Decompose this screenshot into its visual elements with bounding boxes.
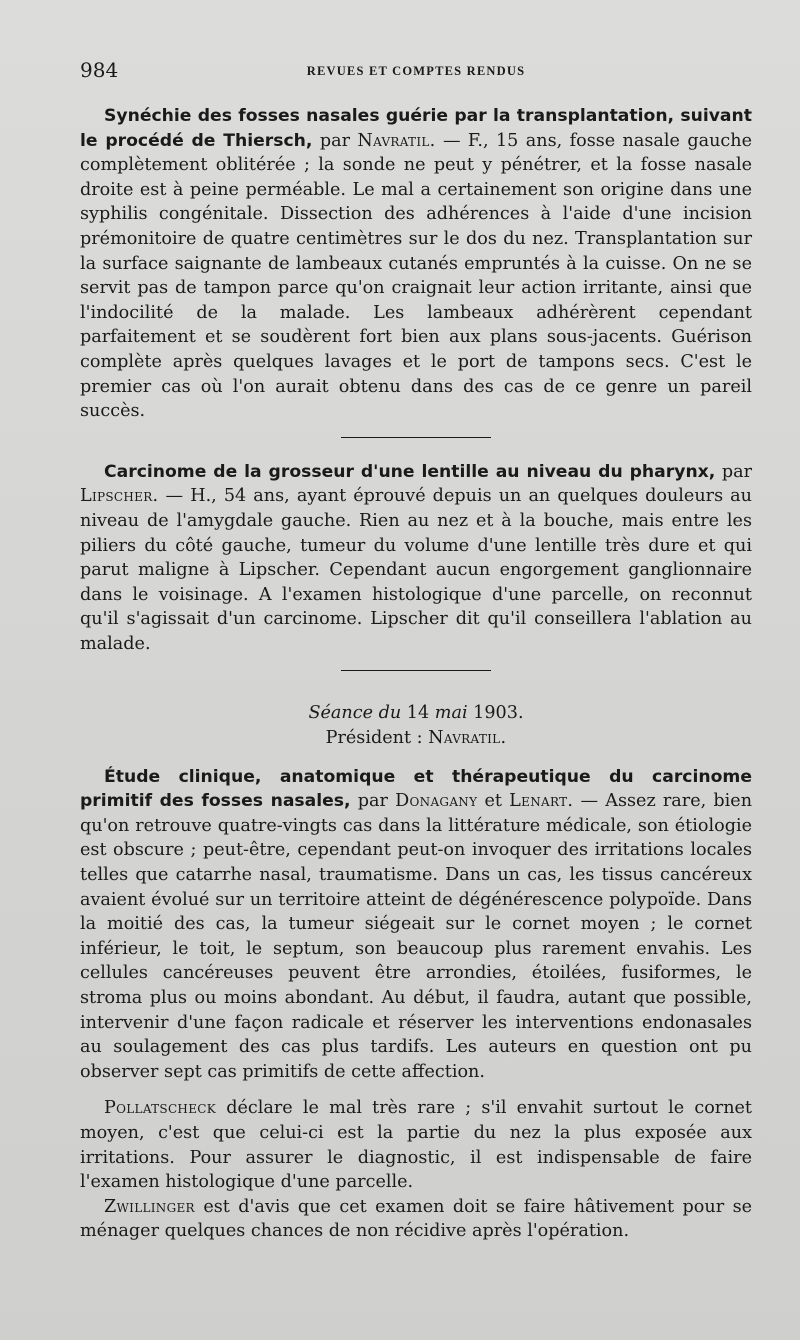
seance-president [80, 726, 752, 751]
author-prefix: par [319, 130, 350, 151]
page-content [80, 104, 752, 1244]
page-number: 984 [80, 58, 119, 82]
article-carcinome-pharynx [80, 460, 752, 657]
paragraph-zwillinger [80, 1195, 752, 1244]
section-divider [341, 437, 491, 438]
speaker-name: Pollatscheck [104, 1098, 217, 1119]
article-synechie [80, 104, 752, 424]
article-title: Étude clinique, anatomique et thérapeutique du carcinome primitif des fosses nasales, [80, 766, 752, 812]
article-title: Carcinome de la grosseur d'une lentille au niveau du pharynx, [104, 461, 716, 482]
paragraph-pollatscheck [80, 1096, 752, 1194]
running-head: REVUES ET COMPTES RENDUS [306, 64, 526, 78]
article-title: Synéchie des fosses nasales guérie par la transplantation, suivant le procédé de Thiersch, [80, 106, 752, 151]
speaker-name: Zwillinger [104, 1196, 195, 1217]
seance-date [80, 701, 752, 726]
president-name: Navratil. [428, 728, 507, 749]
author-name: Donagany [395, 791, 478, 812]
seance-prefix: Séance du [308, 703, 402, 724]
author-name: Lipscher. [80, 486, 159, 507]
paragraph-gap [80, 1084, 752, 1096]
author-name: Navratil. [357, 130, 436, 151]
author-prefix: par [357, 791, 388, 812]
seance-month: mai [434, 703, 468, 724]
page-header [80, 58, 752, 88]
author-conjunction: et [484, 791, 502, 812]
paragraph-body: est d'avis que cet examen doit se faire hâtivement pour se ménager quelques chances de non récidive après l'opération. [80, 1196, 753, 1242]
article-body: — Assez rare, bien qu'on retrouve quatre-vingts cas dans la littérature médicale, son étiologie est obscure ; peut-être, cependant peut-on invoquer des irritations locales telles que catarrhe nasal, traumatisme. Dans un cas, les tissus cancéreux avaient évolué sur un territoire atteint de dégénérescence polypoïde. Dans la moitié des cas, la tumeur siégeait sur le cornet moyen ; le cornet inférieur, le toit, le septum, son beaucoup plus rarement envahis. Les cellules cancéreuses peuvent être arrondies, étoilées, fusiformes, le stroma plus ou moins abondant. Au début, il faudra, autant que possible, intervenir d'une façon radicale et réserver les interventions endonasales au soulagement des cas plus tardifs. Les auteurs en question ont pu observer sept cas primitifs de cette affection. [80, 791, 753, 1082]
paragraph-body: déclare le mal très rare ; s'il envahit surtout le cornet moyen, c'est que celui-ci est la partie du nez la plus exposée aux irritations. Pour assurer le diagnostic, il est indispensable de faire l'examen histologique d'une parcelle. [80, 1098, 753, 1193]
section-divider [341, 670, 491, 671]
seance-day: 14 [406, 703, 430, 724]
president-label: Président : [325, 728, 423, 749]
seance-year: 1903. [473, 703, 524, 724]
article-carcinome-fosses-nasales [80, 765, 752, 1085]
article-body: — H., 54 ans, ayant éprouvé depuis un an quelques douleurs au niveau de l'amygdale gauche. Rien au nez et à la bouche, mais entre les piliers du côté gauche, tumeur du volume d'une lentille très dure et qui parut maligne à Lipscher. Cependant aucun engorgement ganglionnaire dans le voisinage. A l'examen histologique d'une parcelle, on reconnut qu'il s'agissait d'un carcinome. Lipscher dit qu'il conseillera l'ablation au malade. [80, 486, 752, 654]
author-name: Lenart. [509, 791, 574, 812]
author-prefix: par [721, 461, 753, 482]
article-body: — F., 15 ans, fosse nasale gauche complètement oblitérée ; la sonde ne peut y pénétrer, et la fosse nasale droite est à peine perméable. Le mal a certainement son origine dans une syphilis congénitale. Dissection des adhérences à l'aide d'une incision prémonitoire de quatre centimètres sur le dos du nez. Transplantation sur la surface saignante de lambeaux cutanés empruntés à la cuisse. On ne se servit pas de tampon parce qu'on craignait leur action irritante, ainsi que l'indocilité de la malade. Les lambeaux adhérèrent cependant parfaitement et se soudèrent fort bien aux plans sous-jacents. Guérison complète après quelques lavages et le port de tampons secs. C'est le premier cas où l'on aurait obtenu dans des cas de ce genre un pareil succès. [80, 130, 752, 422]
